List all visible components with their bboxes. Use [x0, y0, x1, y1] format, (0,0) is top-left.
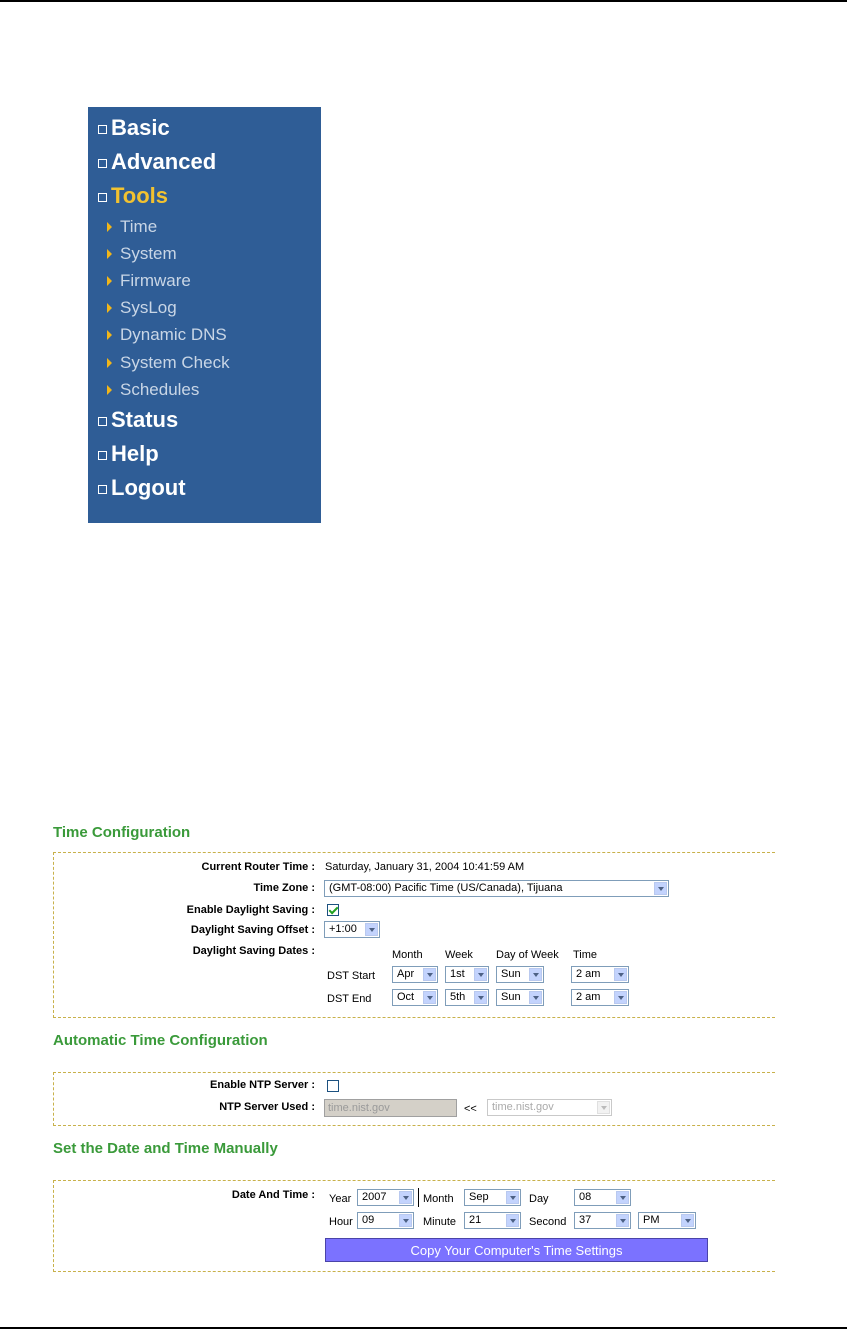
dst-start-week: 1st [450, 968, 465, 980]
ntp-server-select-value: time.nist.gov [492, 1101, 554, 1113]
year-label: Year [329, 1193, 352, 1205]
submenu-system-check[interactable] [88, 349, 321, 376]
menu-logout-label: Logout [111, 475, 186, 501]
chevron-down-icon [614, 968, 627, 981]
chevron-down-icon [616, 1214, 629, 1227]
dst-offset-label: Daylight Saving Offset : [190, 924, 315, 936]
second-label: Second [529, 1216, 567, 1228]
chevron-down-icon [529, 991, 542, 1004]
dst-end-time: 2 am [576, 991, 601, 1003]
dst-start-time: 2 am [576, 968, 601, 980]
hour-value: 09 [362, 1214, 375, 1226]
submenu-label: Dynamic DNS [120, 325, 227, 345]
time-zone-label: Time Zone : [253, 882, 315, 894]
auto-time-title: Automatic Time Configuration [53, 1032, 268, 1049]
chevron-down-icon [399, 1214, 412, 1227]
square-bullet-icon [98, 451, 107, 460]
submenu-schedules[interactable] [88, 376, 321, 403]
square-bullet-icon [98, 417, 107, 426]
square-bullet-icon [98, 485, 107, 494]
time-zone-select[interactable] [324, 880, 669, 897]
menu-basic-label: Basic [111, 115, 170, 140]
menu-help-label: Help [111, 441, 159, 467]
time-zone-value: (GMT-08:00) Pacific Time (US/Canada), Tijuana [329, 882, 563, 894]
arrow-right-icon [107, 330, 112, 340]
dst-end-day-select[interactable] [496, 989, 544, 1006]
chevron-down-icon [654, 882, 667, 895]
dst-offset-select[interactable] [324, 921, 380, 938]
ntp-used-label: NTP Server Used : [219, 1101, 315, 1113]
current-time-value: Saturday, January 31, 2004 10:41:59 AM [325, 861, 525, 873]
time-config-title: Time Configuration [53, 824, 191, 841]
dst-end-month-select[interactable] [392, 989, 438, 1006]
submenu-label: Firmware [120, 270, 191, 290]
day-label: Day [529, 1193, 549, 1205]
chevron-down-icon [506, 1214, 519, 1227]
arrow-right-icon [107, 385, 112, 395]
ampm-select[interactable] [638, 1212, 696, 1229]
arrow-right-icon [107, 276, 112, 286]
ntp-server-select[interactable] [487, 1099, 612, 1116]
field-divider [418, 1188, 419, 1207]
dst-start-day-select[interactable] [496, 966, 544, 983]
second-value: 37 [579, 1214, 592, 1226]
current-time-label: Current Router Time : [201, 861, 315, 873]
dst-end-label: DST End [327, 993, 372, 1005]
hour-label: Hour [329, 1216, 353, 1228]
square-bullet-icon [98, 193, 107, 202]
dst-start-month: Apr [397, 968, 415, 980]
dst-end-week: 5th [450, 991, 466, 1003]
hour-select[interactable] [357, 1212, 414, 1229]
dst-end-day: Sun [501, 991, 521, 1003]
dst-dates-label: Daylight Saving Dates : [192, 945, 315, 957]
ntp-server-input[interactable] [324, 1099, 457, 1117]
menu-tools[interactable] [88, 179, 321, 213]
chevron-down-icon [614, 991, 627, 1004]
time-config-panel [53, 852, 775, 1018]
menu-basic[interactable] [88, 111, 321, 145]
dst-end-week-select[interactable] [445, 989, 489, 1006]
day-select[interactable] [574, 1189, 631, 1206]
copy-computer-time-button[interactable]: Copy Your Computer's Time Settings [325, 1238, 708, 1262]
submenu-syslog[interactable] [88, 295, 321, 322]
ntp-server-input-value: time.nist.gov [328, 1102, 390, 1114]
minute-select[interactable] [464, 1212, 521, 1229]
square-bullet-icon [98, 125, 107, 134]
submenu-label: System [120, 243, 177, 263]
dst-start-label: DST Start [327, 970, 376, 982]
square-bullet-icon [98, 159, 107, 168]
chevron-down-icon [474, 968, 487, 981]
chevron-down-icon [506, 1191, 519, 1204]
header-month: Month [392, 949, 423, 961]
menu-status-label: Status [111, 407, 179, 433]
month-label: Month [423, 1193, 454, 1205]
chevron-down-icon [423, 968, 436, 981]
arrow-right-icon [107, 222, 112, 232]
chevron-down-icon [423, 991, 436, 1004]
month-select[interactable] [464, 1189, 521, 1206]
dst-start-time-select[interactable] [571, 966, 629, 983]
submenu-system[interactable] [88, 240, 321, 267]
submenu-label: Schedules [120, 379, 200, 399]
menu-advanced[interactable] [88, 145, 321, 179]
ntp-arrow: << [464, 1103, 477, 1115]
arrow-right-icon [107, 303, 112, 313]
header-time: Time [573, 949, 598, 961]
submenu-time[interactable] [88, 213, 321, 240]
chevron-down-icon [597, 1101, 610, 1114]
submenu-label: System Check [120, 352, 230, 372]
top-rule [0, 0, 847, 2]
dst-offset-value: +1:00 [329, 923, 357, 935]
dst-start-week-select[interactable] [445, 966, 489, 983]
minute-value: 21 [469, 1214, 482, 1226]
year-value: 2007 [362, 1191, 387, 1203]
dst-start-month-select[interactable] [392, 966, 438, 983]
submenu-firmware[interactable] [88, 267, 321, 294]
dst-start-day: Sun [501, 968, 521, 980]
submenu-label: Time [120, 216, 158, 236]
menu-logout[interactable] [88, 471, 321, 505]
menu-help[interactable] [88, 437, 321, 471]
arrow-right-icon [107, 249, 112, 259]
chevron-down-icon [474, 991, 487, 1004]
second-select[interactable] [574, 1212, 631, 1229]
submenu-dynamic-dns[interactable] [88, 322, 321, 349]
enable-ntp-label: Enable NTP Server : [210, 1079, 315, 1091]
minute-label: Minute [423, 1216, 457, 1228]
auto-time-panel [53, 1072, 775, 1126]
year-select[interactable] [357, 1189, 414, 1206]
dst-end-month: Oct [397, 991, 415, 1003]
menu-status[interactable] [88, 403, 321, 437]
manual-time-title: Set the Date and Time Manually [53, 1140, 278, 1157]
chevron-down-icon [365, 923, 378, 936]
dst-end-time-select[interactable] [571, 989, 629, 1006]
bottom-rule [0, 1327, 847, 1329]
menu-tools-label: Tools [111, 183, 169, 208]
enable-dst-label: Enable Daylight Saving : [186, 904, 315, 916]
date-time-label: Date And Time : [231, 1189, 315, 1201]
submenu-label: SysLog [120, 298, 177, 318]
chevron-down-icon [529, 968, 542, 981]
enable-ntp-checkbox[interactable] [327, 1080, 339, 1092]
header-day-of-week: Day of Week [496, 949, 559, 961]
chevron-down-icon [616, 1191, 629, 1204]
menu-advanced-label: Advanced [111, 149, 217, 174]
header-week: Week [445, 949, 473, 961]
arrow-right-icon [107, 358, 112, 368]
sidebar-menu [88, 107, 321, 523]
day-value: 08 [579, 1191, 592, 1203]
enable-dst-checkbox[interactable] [327, 904, 339, 916]
chevron-down-icon [399, 1191, 412, 1204]
ampm-value: PM [643, 1214, 660, 1226]
chevron-down-icon [681, 1214, 694, 1227]
month-value: Sep [469, 1191, 489, 1203]
